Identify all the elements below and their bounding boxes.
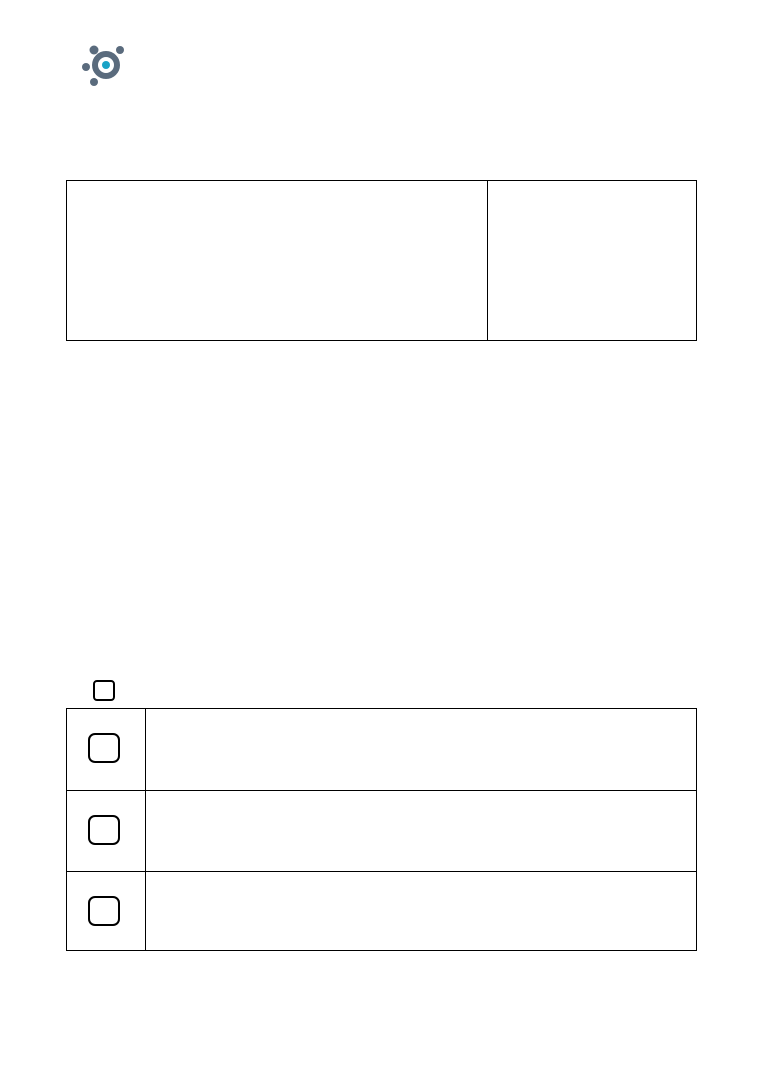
logo-mark-icon xyxy=(82,40,130,88)
exercise-row xyxy=(67,871,696,953)
answer-checkbox[interactable] xyxy=(88,815,120,845)
logo xyxy=(82,38,282,98)
number-card xyxy=(66,180,697,341)
card-divider xyxy=(487,181,488,340)
answer-checkbox[interactable] xyxy=(88,733,120,763)
exercise-instruction xyxy=(73,680,119,704)
counting-exercise xyxy=(66,708,697,951)
answer-checkbox[interactable] xyxy=(88,896,120,926)
exercise-row xyxy=(67,790,696,872)
exercise-row xyxy=(67,709,696,790)
checkbox-example-icon xyxy=(93,680,115,701)
